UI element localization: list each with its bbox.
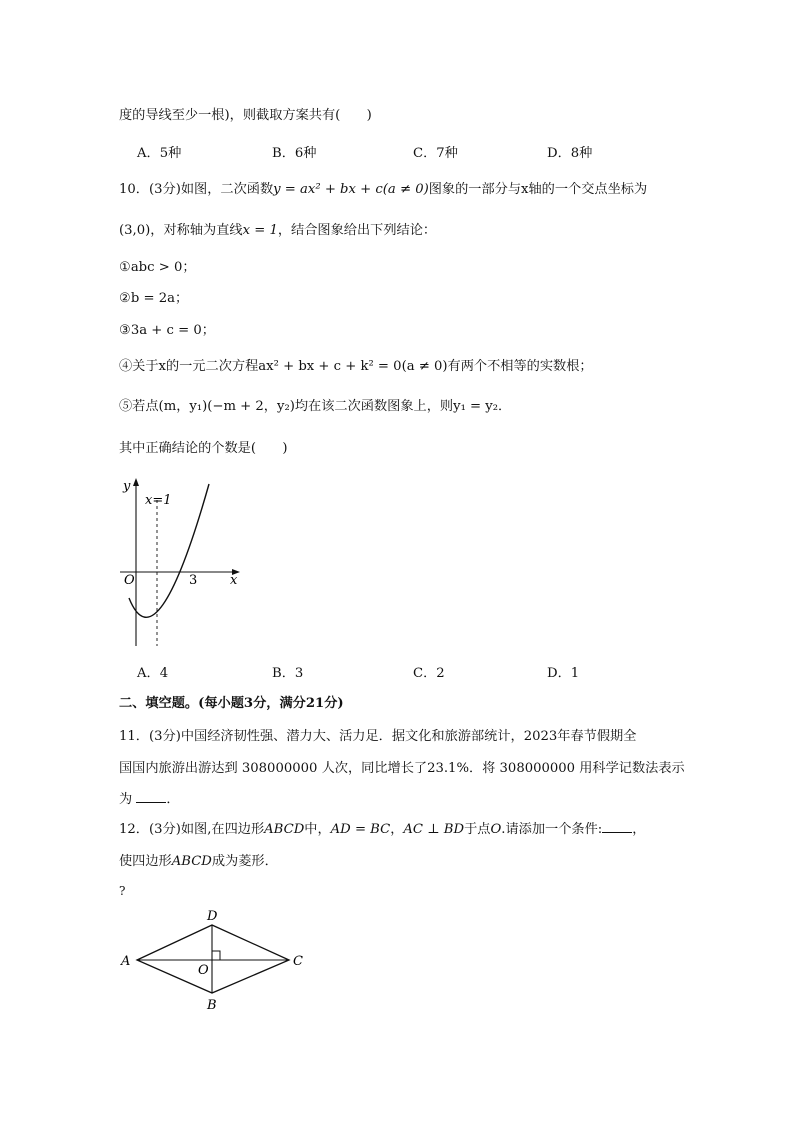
q12-line1-prefix: 12．(3分)如图,在四边形	[119, 822, 265, 837]
q11-answer-blank[interactable]	[136, 790, 166, 803]
q12-quad-name: ABCD	[264, 822, 305, 837]
label-o: O	[198, 963, 209, 978]
q10-function-formula: y = ax² + bx + c(a ≠ 0)	[273, 182, 429, 197]
q12-line2-suffix: 成为菱形．	[211, 854, 278, 869]
q12-line1-mid2: 于点	[464, 822, 491, 837]
q10-parabola-graph	[112, 474, 252, 654]
label-d: D	[207, 909, 218, 924]
q9-option-d: D．8种	[547, 146, 593, 161]
label-a: A	[121, 954, 131, 969]
q9-option-a: A．5种	[137, 146, 182, 161]
q10-statement-5: ⑤若点(m，y₁)(−m + 2，y₂)均在该二次函数图象上，则y₁ = y₂．	[119, 399, 512, 414]
right-angle-mark-icon	[212, 951, 220, 960]
q9-option-c: C．7种	[413, 146, 458, 161]
q10-statement-3: ③3a + c = 0；	[119, 323, 215, 338]
q12-line2-prefix: 使四边形	[119, 854, 172, 869]
section-2-heading: 二、填空题。(每小题3分，满分21分)	[119, 696, 344, 711]
q12-rhombus-figure	[115, 905, 315, 1015]
q11-line3-prefix: 为	[119, 792, 133, 807]
q12-line1	[119, 820, 645, 839]
q10-option-a: A．4	[137, 666, 169, 681]
q12-line2	[119, 853, 278, 871]
q10-intersection-point: (3,0)	[119, 223, 151, 238]
q10-line2	[119, 222, 436, 240]
q10-option-d: D．1	[547, 666, 580, 681]
q10-question: 其中正确结论的个数是( )	[119, 441, 288, 456]
x-axis-label: x	[230, 573, 238, 588]
root-label: 3	[189, 573, 198, 588]
q12-placeholder-mark: ?	[119, 884, 126, 898]
q10-statement-2: ②b = 2a；	[119, 291, 189, 306]
rhombus-outline	[137, 925, 289, 993]
q10-line1-prefix: 10．(3分)如图，二次函数	[119, 182, 274, 197]
q10-line2-suffix: ，结合图象给出下列结论：	[277, 223, 437, 238]
q12-condition-2: AC ⊥ BD	[403, 822, 465, 837]
origin-label: O	[124, 573, 135, 588]
q11-line2: 国国内旅游出游达到 308000000 人次，同比增长了23.1%．将 308000000 用科学记数法表示	[119, 761, 685, 776]
q10-line2-mid: ，对称轴为直线	[150, 223, 243, 238]
q10-line1	[119, 181, 647, 199]
q12-condition-1: AD = BC	[330, 822, 391, 837]
q11-line1: 11．(3分)中国经济韧性强、潜力大、活力足．据文化和旅游部统计，2023年春节假期全	[119, 729, 637, 744]
q12-separator: ，	[390, 822, 404, 837]
q12-line1-suffix: ，	[632, 822, 646, 837]
q9-tail-text: 度的导线至少一根)，则截取方案共有( )	[119, 108, 372, 123]
q10-statement-1: ①abc > 0；	[119, 260, 196, 275]
q9-option-b: B．6种	[272, 146, 317, 161]
q11-line3	[119, 790, 180, 809]
q10-option-c: C．2	[413, 666, 445, 681]
symmetry-axis-label: x=1	[145, 493, 172, 508]
q12-point-o: O	[490, 822, 502, 837]
q11-line3-suffix: ．	[166, 792, 180, 807]
q10-line1-suffix: 图象的一部分与x轴的一个交点坐标为	[428, 182, 648, 197]
q10-axis-formula: x = 1	[242, 223, 278, 238]
q12-answer-blank[interactable]	[602, 820, 632, 833]
label-b: B	[207, 998, 217, 1013]
q12-quad-name-2: ABCD	[171, 854, 212, 869]
y-axis-label: y	[123, 479, 131, 494]
label-c: C	[293, 954, 303, 969]
y-axis-arrow-icon	[133, 478, 139, 486]
q12-line1-mid3: .请添加一个条件:	[501, 822, 603, 837]
q12-line1-mid1: 中，	[304, 822, 331, 837]
q10-option-b: B．3	[272, 666, 304, 681]
q10-statement-4: ④关于x的一元二次方程ax² + bx + c + k² = 0(a ≠ 0)有两个不相等的实数根；	[119, 359, 593, 374]
